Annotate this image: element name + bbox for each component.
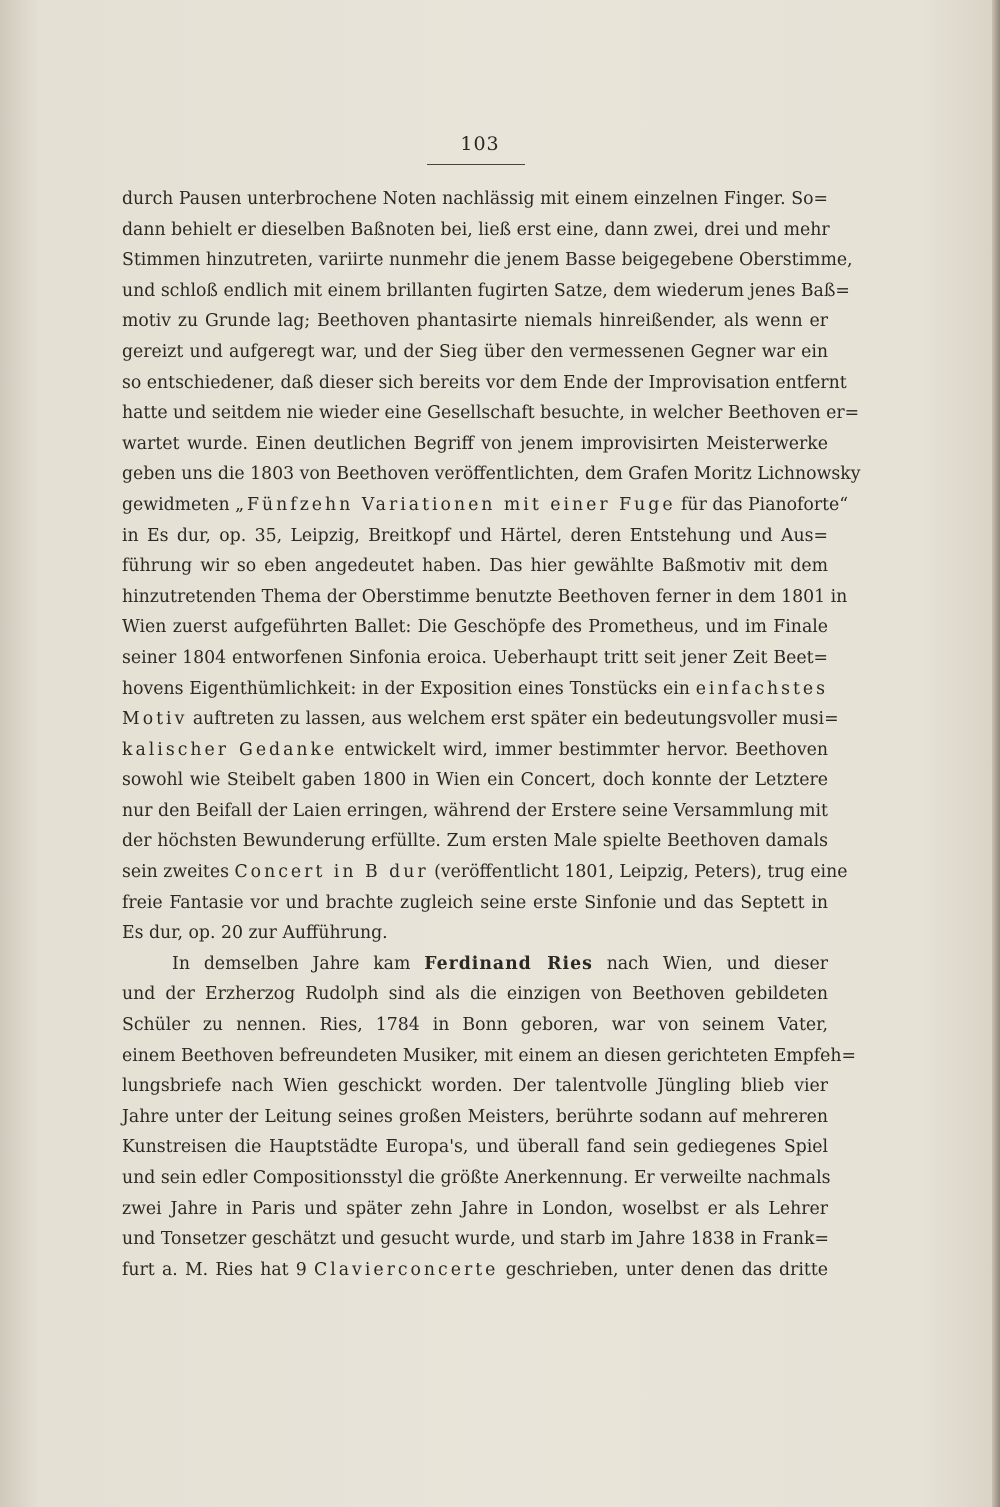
- spaced-emphasis: einfachstes: [695, 678, 828, 699]
- text-line-paragraph-end: Es dur, op. 20 zur Aufführung.: [122, 923, 388, 944]
- text-line: [122, 704, 839, 735]
- header-rule: [427, 164, 525, 165]
- text-line: dann behielt er dieselben Baßnoten bei, ließ erst eine, dann zwei, drei und mehr: [122, 219, 830, 240]
- text-segment: hovens Eigenthümlichkeit: in der Exposition eines Tonstücks ein: [122, 678, 696, 699]
- text-line: und der Erzherzog Rudolph sind als die einzigen von Beethoven gebildeten: [122, 984, 828, 1005]
- text-line: seiner 1804 entworfenen Sinfonia eroica. Ueberhaupt tritt seit jener Zeit Beet=: [122, 647, 828, 668]
- text-line: Schüler zu nennen. Ries, 1784 in Bonn geboren, war von seinem Vater,: [122, 1015, 828, 1036]
- text-line: freie Fantasie vor und brachte zugleich seine erste Sinfonie und das Septett in: [122, 892, 828, 913]
- spaced-emphasis: kalischer Gedanke: [122, 739, 338, 760]
- text-line: hatte und seitdem nie wieder eine Gesellschaft besuchte, in welcher Beethoven er=: [122, 403, 860, 424]
- text-line: sowohl wie Steibelt gaben 1800 in Wien ein Concert, doch konnte der Letztere: [122, 770, 828, 791]
- text-line: in Es dur, op. 35, Leipzig, Breitkopf und Härtel, deren Entstehung und Aus=: [122, 525, 828, 546]
- spaced-title: „Fünfzehn Variationen mit einer Fuge: [235, 494, 676, 515]
- text-segment: sein zweites: [122, 862, 235, 883]
- text-line: der höchsten Bewunderung erfüllte. Zum ersten Male spielte Beethoven damals: [122, 831, 828, 852]
- text-line: Wien zuerst aufgeführten Ballet: Die Geschöpfe des Prometheus, und im Finale: [122, 617, 828, 638]
- page-edge-shadow: [992, 0, 1000, 1507]
- text-line: zwei Jahre in Paris und später zehn Jahre in London, woselbst er als Lehrer: [122, 1198, 828, 1219]
- text-line: gereizt und aufgeregt war, und der Sieg über den vermessenen Gegner war ein: [122, 341, 828, 362]
- spaced-emphasis: Motiv: [122, 709, 188, 730]
- text-line: Kunstreisen die Hauptstädte Europa's, und überall fand sein gediegenes Spiel: [122, 1137, 828, 1158]
- text-line-paragraph-start: [122, 949, 828, 980]
- text-segment: nach Wien, und dieser: [592, 953, 828, 974]
- text-line: lungsbriefe nach Wien geschickt worden. Der talentvolle Jüngling blieb vier: [122, 1076, 828, 1097]
- text-segment: furt a. M. Ries hat 9: [122, 1259, 314, 1280]
- text-segment: (veröffentlicht 1801, Leipzig, Peters), trug eine: [428, 862, 848, 883]
- text-line: hinzutretenden Thema der Oberstimme benutzte Beethoven ferner in dem 1801 in: [122, 586, 848, 607]
- text-line: [122, 857, 848, 888]
- text-line: und Tonsetzer geschätzt und gesucht wurde, und starb im Jahre 1838 in Frank=: [122, 1229, 829, 1250]
- text-line: Jahre unter der Leitung seines großen Meisters, berührte sodann auf mehreren: [122, 1106, 828, 1127]
- page-number: 103: [460, 133, 500, 155]
- bold-name: Ferdinand Ries: [424, 953, 593, 974]
- text-line: und schloß endlich mit einem brillanten fugirten Satze, dem wiederum jenes Baß=: [122, 280, 850, 301]
- text-line: [122, 735, 828, 766]
- text-line: und sein edler Compositionsstyl die größte Anerkennung. Er verweilte nachmals: [122, 1168, 831, 1188]
- text-line: [122, 490, 849, 521]
- body-text: [122, 184, 861, 1285]
- text-segment: für das Pianoforte“: [675, 494, 849, 515]
- text-line: führung wir so eben angedeutet haben. Das hier gewählte Baßmotiv mit dem: [122, 556, 828, 577]
- spaced-emphasis: Concert in B dur: [234, 862, 429, 883]
- text-segment: geschrieben, unter denen das dritte: [498, 1259, 829, 1280]
- text-segment: gewidmeten: [122, 494, 236, 515]
- text-segment: In demselben Jahre kam: [172, 953, 425, 974]
- spaced-emphasis: Clavierconcerte: [314, 1259, 499, 1280]
- text-line: motiv zu Grunde lag; Beethoven phantasirte niemals hinreißender, als wenn er: [122, 311, 828, 332]
- text-line: einem Beethoven befreundeten Musiker, mit einem an diesen gerichteten Empfeh=: [122, 1045, 856, 1066]
- text-line: Stimmen hinzutreten, variirte nunmehr die jenem Basse beigegebene Oberstimme,: [122, 250, 853, 271]
- text-line: wartet wurde. Einen deutlichen Begriff von jenem improvisirten Meisterwerke: [122, 433, 828, 454]
- text-line: [122, 674, 828, 705]
- text-line: nur den Beifall der Laien erringen, während der Erstere seine Versammlung mit: [122, 800, 828, 821]
- text-segment: auftreten zu lassen, aus welchem erst später ein bedeutungsvoller musi=: [187, 709, 839, 730]
- text-line: [122, 1255, 828, 1286]
- text-line: durch Pausen unterbrochene Noten nachlässig mit einem einzelnen Finger. So=: [122, 189, 828, 209]
- text-line: so entschiedener, daß dieser sich bereits vor dem Ende der Improvisation entfernt: [122, 372, 847, 393]
- text-line: geben uns die 1803 von Beethoven veröffentlichten, dem Grafen Moritz Lichnowsky: [122, 464, 861, 485]
- text-segment: entwickelt wird, immer bestimmter hervor. Beethoven: [337, 739, 828, 760]
